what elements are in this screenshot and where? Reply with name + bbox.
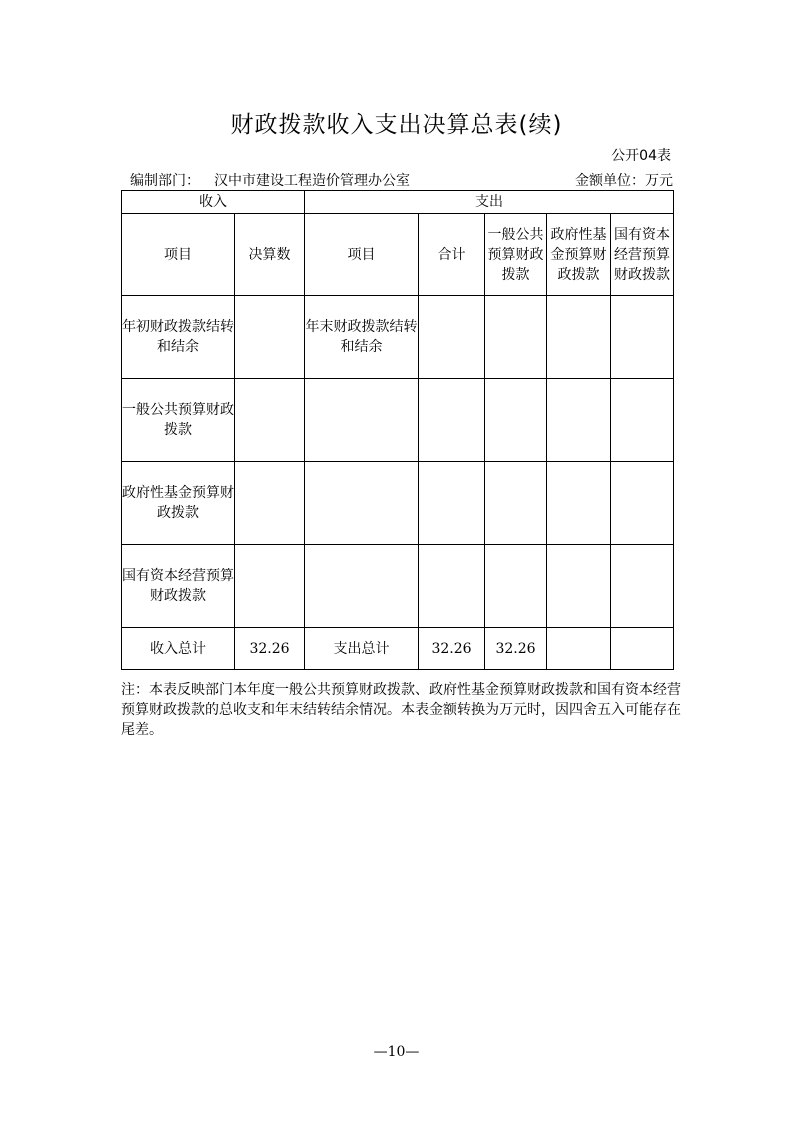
state-capital-cell [611, 379, 674, 462]
col-general-budget: 一般公共预算财政拨款 [485, 214, 547, 296]
gov-fund-cell [547, 379, 611, 462]
col-income-amount: 决算数 [235, 214, 305, 296]
column-header-row [122, 214, 674, 296]
income-item-cell: 国有资本经营预算财政拨款 [122, 545, 235, 628]
income-item-cell: 一般公共预算财政拨款 [122, 379, 235, 462]
general-budget-cell [485, 462, 547, 545]
general-budget-cell [485, 296, 547, 379]
page-title: 财政拨款收入支出决算总表(续) [230, 112, 563, 138]
general-budget-cell [485, 379, 547, 462]
department-label: 编制部门： [130, 173, 200, 189]
state-capital-cell [611, 296, 674, 379]
expense-item-cell [305, 379, 419, 462]
gov-fund-cell [547, 462, 611, 545]
expense-total-cell [419, 462, 485, 545]
table-row [122, 379, 674, 462]
col-expense-total: 合计 [419, 214, 485, 296]
state-capital-cell [611, 462, 674, 545]
col-state-capital: 国有资本经营预算财政拨款 [611, 214, 674, 296]
gov-fund-total [547, 628, 611, 670]
totals-row [122, 628, 674, 670]
table-row [122, 462, 674, 545]
general-budget-cell [485, 545, 547, 628]
income-amount-cell [235, 379, 305, 462]
expense-item-cell [305, 545, 419, 628]
appropriation-table [121, 190, 674, 670]
income-amount-cell [235, 545, 305, 628]
table-row [122, 296, 674, 379]
expense-group-header: 支出 [305, 191, 674, 214]
income-amount-cell [235, 462, 305, 545]
group-header-row [122, 191, 674, 214]
income-total-amount: 32.26 [235, 628, 305, 670]
expense-total-cell [419, 296, 485, 379]
income-amount-cell [235, 296, 305, 379]
form-code: 公开04表 [611, 148, 671, 164]
col-income-item: 项目 [122, 214, 235, 296]
state-capital-cell [611, 545, 674, 628]
gov-fund-cell [547, 296, 611, 379]
income-item-cell: 年初财政拨款结转和结余 [122, 296, 235, 379]
table-note: 注：本表反映部门本年度一般公共预算财政拨款、政府性基金预算财政拨款和国有资本经营预算财政拨款的总收支和年末结转结余情况。本表金额转换为万元时，因四舍五入可能存在尾差。 [121, 682, 681, 738]
col-expense-item: 项目 [305, 214, 419, 296]
income-total-label: 收入总计 [122, 628, 235, 670]
gov-fund-cell [547, 545, 611, 628]
expense-item-cell: 年末财政拨款结转和结余 [305, 296, 419, 379]
meta-line [130, 170, 673, 188]
page-number: —10— [373, 1044, 420, 1060]
expense-total-cell [419, 379, 485, 462]
department [130, 170, 410, 190]
state-capital-total [611, 628, 674, 670]
col-gov-fund: 政府性基金预算财政拨款 [547, 214, 611, 296]
expense-item-cell [305, 462, 419, 545]
table-row [122, 545, 674, 628]
expense-total-label: 支出总计 [305, 628, 419, 670]
income-item-cell: 政府性基金预算财政拨款 [122, 462, 235, 545]
expense-total-cell [419, 545, 485, 628]
general-budget-total: 32.26 [485, 628, 547, 670]
income-group-header: 收入 [122, 191, 305, 214]
unit-label: 金额单位：万元 [575, 173, 673, 189]
department-name: 汉中市建设工程造价管理办公室 [214, 173, 410, 189]
expense-total-amount: 32.26 [419, 628, 485, 670]
